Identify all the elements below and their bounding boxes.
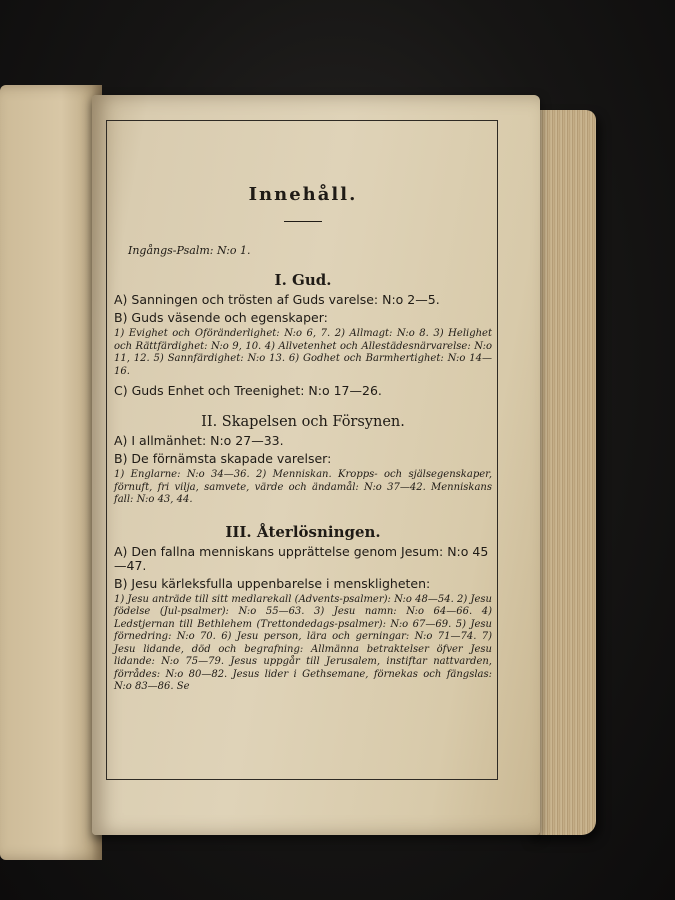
- list-item: A) Sanningen och trösten af Guds varelse: N:o 2—5.: [114, 292, 440, 307]
- list-item: C) Guds Enhet och Treenighet: N:o 17—26.: [114, 383, 382, 398]
- list-item: A) Den fallna menniskans upprättelse genom Jesum: N:o 45—47.: [114, 543, 489, 573]
- section-heading: II. Skapelsen och Försynen.: [201, 414, 405, 430]
- sub-list: 1) Evighet och Oföränderlighet: N:o 6, 7. 2) Allmagt: N:o 8. 3) Helighet och Rättfärdighet: N:o 9, 10. 4) Allvetenhet och Allestädesnärvarelse: N:o 11, 12. 5) Sannfärdighet: N:o 13. 6) Godhet och Barmhertighet: N:o 14—16.: [114, 328, 492, 377]
- sub-list: 1) Englarne: N:o 34—36. 2) Menniskan. Kropps- och själsegenskaper, förnuft, fri vilja, samvete, värde och ändamål: N:o 37—42. Menniskans fall: N:o 43, 44.: [114, 469, 492, 505]
- ingangs-psalm: Ingångs-Psalm: N:o 1.: [128, 244, 251, 257]
- contents-page: [114, 130, 492, 694]
- section-heading: III. Återlösningen.: [225, 522, 381, 541]
- sub-list: 1) Jesu anträde till sitt medlarekall (Advents-psalmer): N:o 48—54. 2) Jesu födelse (Jul-psalmer): N:o 55—63. 3) Jesu namn: N:o 64—66. 4) Ledstjernan till Bethlehem (Trettondedags-psalmer): N:o 67—69. 5) Jesu förnedring: N:o 70. 6) Jesu person, lära och gerningar: N:o 71—74. 7) Jesu lidande, död och begrafning: Allmänna betraktelser öfver Jesu lidande: N:o 75—79. Jesus uppgår till Jerusalem, instiftar nattvarden, förrådes: N:o 80—82. Jesus lider i Gethsemane, förnekas och fängslas: N:o 83—86. Se: [114, 593, 492, 692]
- title-rule: [284, 221, 322, 222]
- list-item: B) Guds väsende och egenskaper:: [114, 310, 328, 325]
- list-item: A) I allmänhet: N:o 27—33.: [114, 433, 284, 448]
- list-item: B) De förnämsta skapade varelser:: [114, 451, 332, 466]
- list-item: B) Jesu kärleksfulla uppenbarelse i menskligheten:: [114, 575, 431, 591]
- page-title: Innehåll.: [248, 184, 358, 205]
- left-page: [0, 85, 102, 860]
- section-heading: I. Gud.: [274, 271, 332, 289]
